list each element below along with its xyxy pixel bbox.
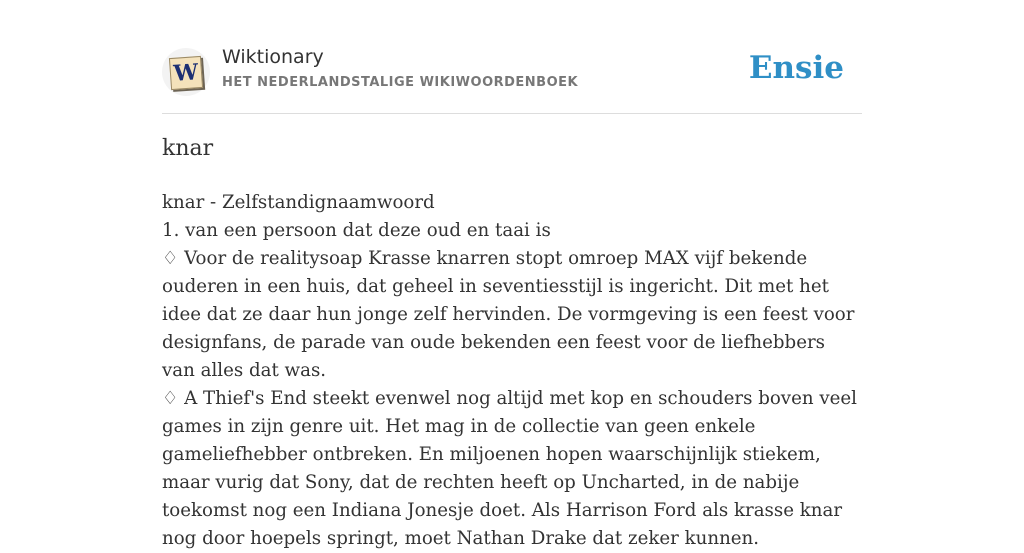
logo-tile	[169, 56, 203, 90]
definition: 1. van een persoon dat deze oud en taai is	[162, 220, 551, 241]
site-title[interactable]: Wiktionary	[222, 46, 324, 68]
logo-letter: W	[172, 59, 200, 87]
page-title: knar	[162, 136, 214, 161]
part-of-speech-line: knar - Zelfstandignaamwoord	[162, 192, 435, 213]
page	[162, 0, 862, 549]
site-subtitle: HET NEDERLANDSTALIGE WIKIWOORDENBOEK	[222, 75, 579, 90]
ensie-brand-logo[interactable]: Ensie	[748, 50, 844, 86]
header-divider	[162, 113, 862, 114]
entry-content	[162, 189, 862, 553]
wiktionary-logo-icon[interactable]	[162, 48, 210, 96]
example-sentence-1: ♢ Voor de realitysoap Krasse knarren stopt omroep MAX vijf bekende ouderen in een huis, dat geheel in seventiesstijl is ingericht. Dit met het idee dat ze daar hun jonge zelf hervinden. De vormgeving is een feest voor designfans, de parade van oude bekenden een feest voor de liefhebbers van alles dat was.	[162, 248, 855, 381]
site-header	[162, 44, 862, 100]
example-sentence-2: ♢ A Thief's End steekt evenwel nog altijd met kop en schouders boven veel games in zijn genre uit. Het mag in de collectie van geen enkele gameliefhebber ontbreken. En miljoenen hopen waarschijnlijk stiekem, maar vurig dat Sony, dat de rechten heeft op Uncharted, in de nabije toekomst nog een Indiana Jonesje doet. Als Harrison Ford als krasse knar nog door hoepels springt, moet Nathan Drake dat zeker kunnen.	[162, 388, 857, 549]
